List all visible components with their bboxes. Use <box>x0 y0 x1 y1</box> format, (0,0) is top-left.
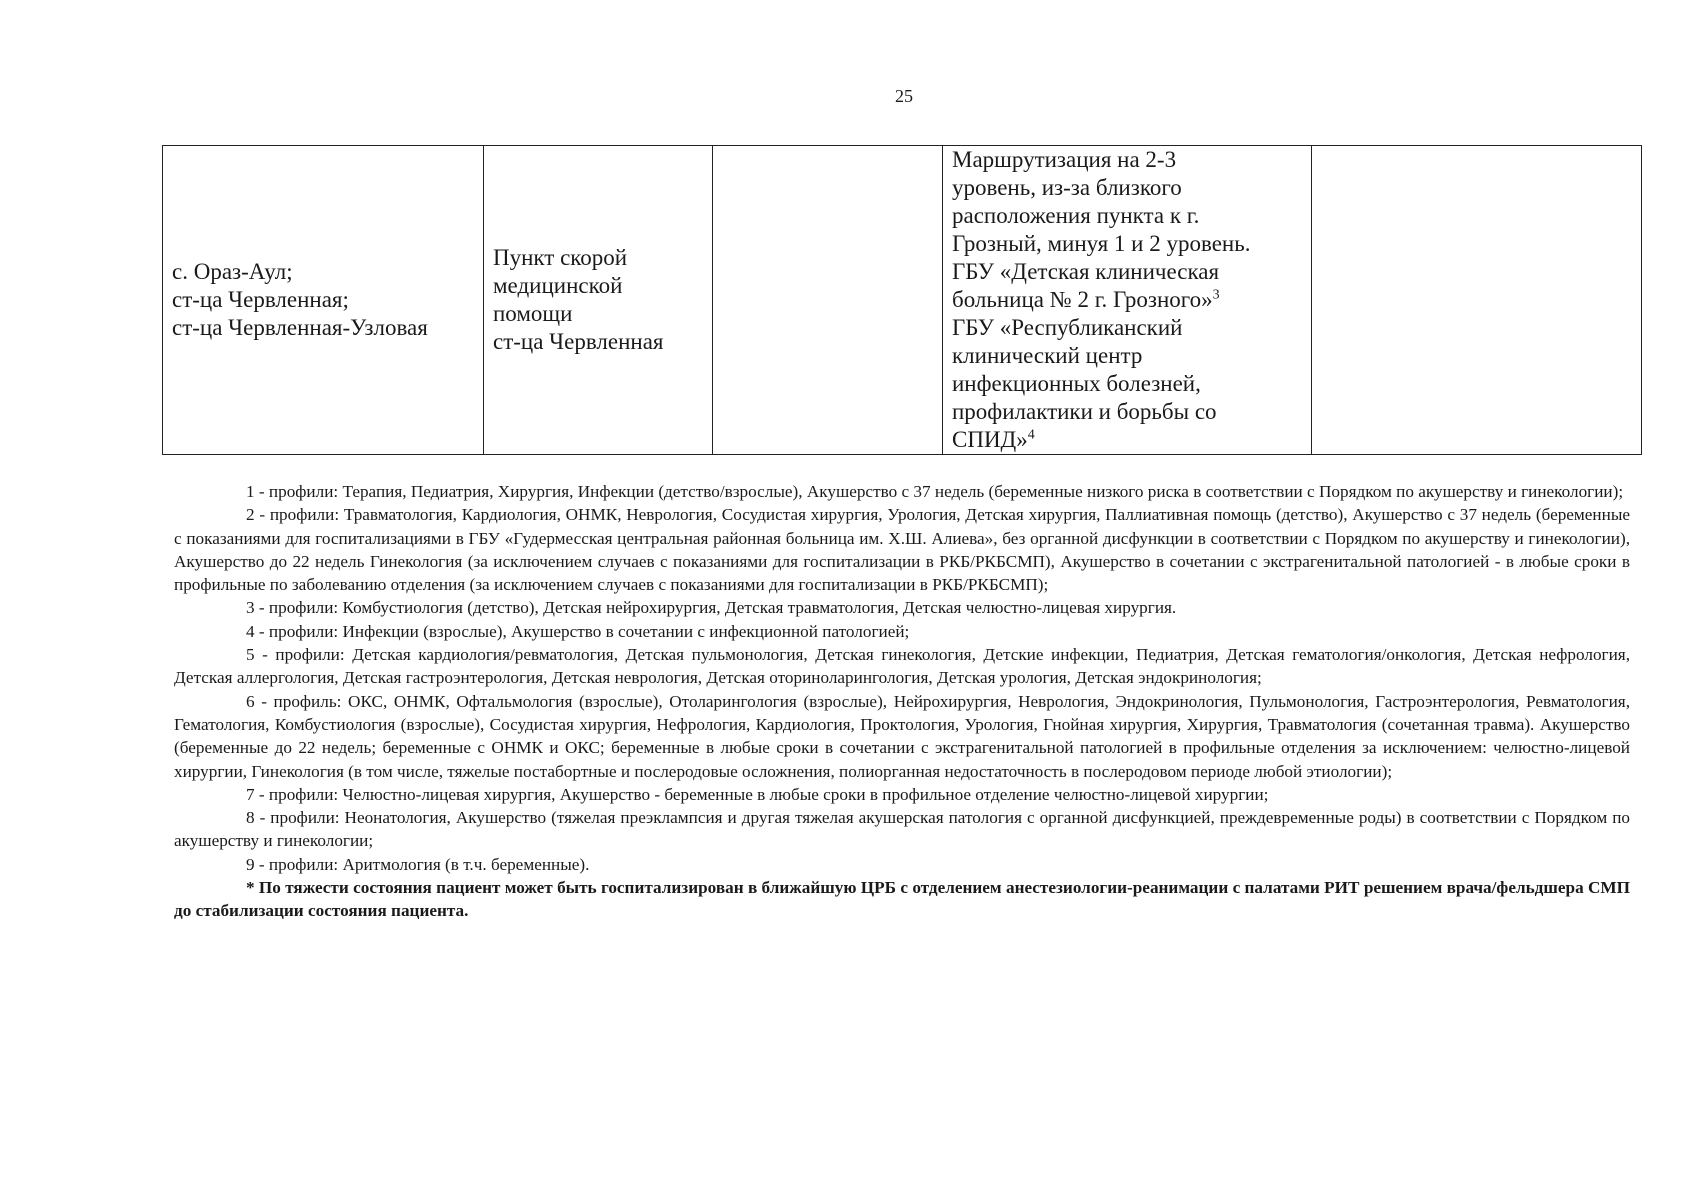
center-name-line: ГБУ «Республиканский <box>952 315 1183 340</box>
settlements-cell <box>163 146 484 455</box>
facility-line: Пункт скорой <box>493 245 628 270</box>
profile-note: 1 - профили: Терапия, Педиатрия, Хирургия, Инфекции (детство/взрослые), Акушерство с 37 недель (беременные низкого риска в соответствии с Порядком по акушерству и гинекологии); <box>246 482 1624 501</box>
facility-line: медицинской <box>493 273 623 298</box>
profile-note: 7 - профили: Челюстно-лицевая хирургия, Акушерство - беременные в любые сроки в профильное отделение челюстно-лицевой хирургии; <box>246 784 1269 804</box>
routing-table <box>162 145 1642 455</box>
center-name-text: СПИД» <box>952 427 1028 452</box>
profile-note: 2 - профили: Травматология, Кардиология, ОНМК, Неврология, Сосудистая хирургия, Урология, Детская хирургия, Паллиативная помощь (детство), Акушерство с 37 недель (беременные с показаниями для госпитализациями в ГБУ «Гудермесская центральная районная больница им. Х.Ш. Алиева», без органной дисфункции в соответствии с Порядком по акушерству и гинекологии), Акушерство до 22 недель Гинекология (за исключением случаев с показаниями для госпитализации в РКБ/РКБСМП), Акушерство в сочетании с экстрагенитальной патологией - в любые сроки в профильные по заболеванию отделения (за исключением случаев с показаниями для госпитализации в РКБ/РКБСМП); <box>174 505 1630 595</box>
empty-cell <box>1312 146 1642 455</box>
settlement-name: ст-ца Червленная; <box>172 287 349 312</box>
hospitalization-footnote: * По тяжести состояния пациент может быть госпитализирован в ближайшую ЦРБ с отделением анестезиологии-реанимации с палатами РИТ решением врача/фельдшера СМП до стабилизации состояния пациента. <box>174 878 1630 921</box>
facility-cell <box>484 146 713 455</box>
hospital-name-text: больница № 2 г. Грозного» <box>952 287 1213 312</box>
profile-note: 6 - профиль: ОКС, ОНМК, Офтальмология (взрослые), Отоларингология (взрослые), Нейрохирургия, Неврология, Эндокринология, Пульмонология, Гастроэнтерология, Ревматология, Гематология, Комбустиология (взрослые), Сосудистая хирургия, Нефрология, Кардиология, Проктология, Урология, Гнойная хирургия, Хирургия, Травматология (сочетанная травма). Акушерство (беременные до 22 недель; беременные с ОНМК и ОКС; беременные в любые сроки в сочетании с экстрагенитальной патологией в профильные отделения за исключением: челюстно-лицевой хирургии, Гинекология (в том числе, тяжелые постабортные и послеродовые осложнения, полиорганная недостаточность в послеродовом периоде любой этиологии); <box>174 691 1630 781</box>
center-name-line: инфекционных болезней, <box>952 371 1201 396</box>
routing-cell <box>943 146 1312 455</box>
footnote-ref: 4 <box>1027 427 1035 443</box>
profile-note: 4 - профили: Инфекции (взрослые), Акушерство в сочетании с инфекционной патологией; <box>246 621 910 641</box>
profile-notes <box>174 480 1630 923</box>
routing-line: расположения пункта к г. <box>952 203 1200 228</box>
profile-note: 3 - профили: Комбустиология (детство), Детская нейрохирургия, Детская травматология, Детская челюстно-лицевая хирургия. <box>246 598 1177 618</box>
center-name-line: профилактики и борьбы со <box>952 399 1217 424</box>
settlement-name: с. Ораз-Аул; <box>172 259 293 284</box>
profile-note: 5 - профили: Детская кардиология/ревматология, Детская пульмонология, Детская гинекология, Детские инфекции, Педиатрия, Детская гематология/онкология, Детская нефрология, Детская аллергология, Детская гастроэнтерология, Детская неврология, Детская оториноларингология, Детская урология, Детская эндокринология; <box>174 645 1630 688</box>
page-number: 25 <box>895 86 913 106</box>
profile-note: 9 - профили: Аритмология (в т.ч. беременные). <box>246 854 590 874</box>
center-name-line <box>952 426 1302 454</box>
hospital-name-line: ГБУ «Детская клиническая <box>952 259 1220 284</box>
facility-line: помощи <box>493 301 573 326</box>
routing-line: уровень, из-за близкого <box>952 175 1182 200</box>
footnote-ref: 3 <box>1212 287 1220 303</box>
center-name-line: клинический центр <box>952 343 1143 368</box>
hospital-name-line <box>952 286 1302 314</box>
routing-line: Грозный, минуя 1 и 2 уровень. <box>952 231 1251 256</box>
table-row <box>163 146 1642 455</box>
profile-note: 8 - профили: Неонатология, Акушерство (тяжелая преэклампсия и другая тяжелая акушерская патология с органной дисфункцией, преждевременные роды) в соответствии с Порядком по акушерству и гинекологии; <box>174 808 1630 851</box>
routing-line: Маршрутизация на 2-3 <box>952 147 1177 172</box>
facility-line: ст-ца Червленная <box>493 329 664 354</box>
empty-cell <box>713 146 943 455</box>
settlement-name: ст-ца Червленная-Узловая <box>172 315 428 340</box>
